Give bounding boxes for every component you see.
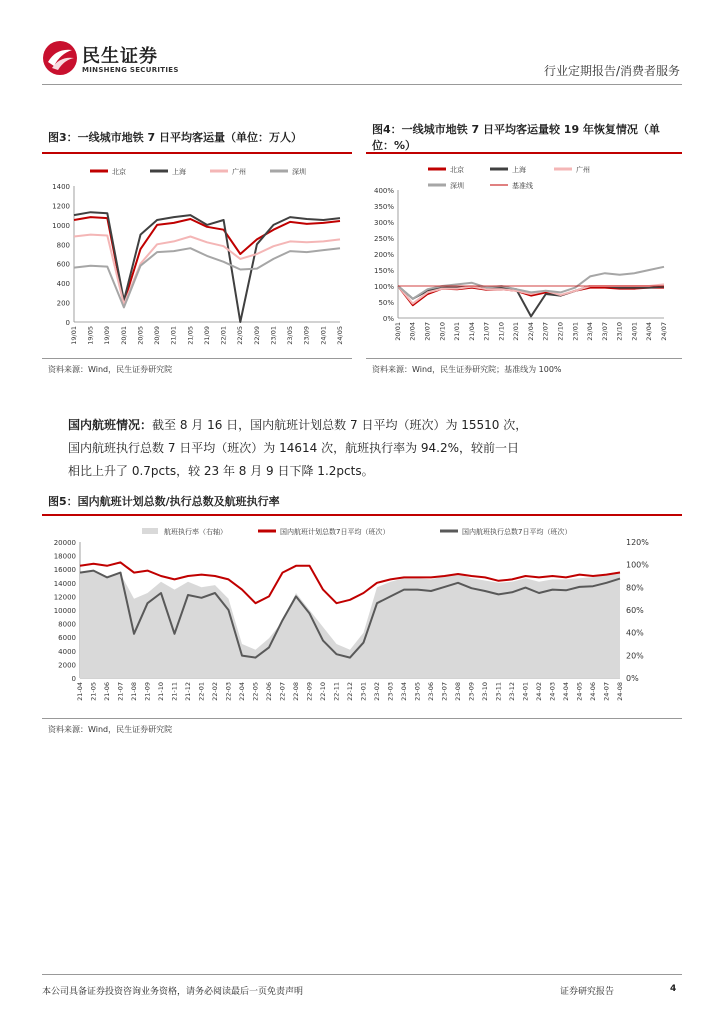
x-tick-label: 23-01 bbox=[359, 682, 368, 701]
y-tick-label: 600 bbox=[56, 260, 70, 269]
x-tick-label: 22-05 bbox=[251, 682, 260, 701]
x-tick-label: 20/05 bbox=[136, 326, 145, 345]
fig4-bottom-rule bbox=[366, 358, 682, 359]
x-tick-label: 24-08 bbox=[615, 682, 624, 701]
fig3-bottom-rule bbox=[42, 358, 352, 359]
y2-tick-label: 120% bbox=[626, 538, 649, 547]
x-tick-label: 20/10 bbox=[438, 322, 447, 341]
brand-name-en: MINSHENG SECURITIES bbox=[82, 66, 179, 74]
x-tick-label: 24/07 bbox=[659, 322, 668, 341]
y-tick-label: 18000 bbox=[53, 552, 76, 561]
y2-tick-label: 100% bbox=[626, 560, 649, 570]
x-tick-label: 21-04 bbox=[75, 682, 84, 701]
fig5-source: 资料来源：Wind，民生证券研究院 bbox=[48, 725, 173, 734]
x-tick-label: 22-03 bbox=[224, 682, 233, 701]
legend-label-1: 国内航班计划总数7日平均（班次） bbox=[280, 528, 390, 536]
y2-tick-label: 0% bbox=[626, 674, 639, 683]
legend-label-2: 广州 bbox=[232, 168, 246, 176]
x-tick-label: 21/05 bbox=[186, 326, 195, 345]
brand-name-cn: 民生证券 bbox=[82, 46, 158, 67]
x-tick-label: 24-01 bbox=[521, 682, 530, 701]
x-tick-label: 23-08 bbox=[453, 682, 462, 701]
x-tick-label: 20/04 bbox=[408, 322, 417, 341]
x-tick-label: 22/05 bbox=[236, 326, 245, 345]
legend-label-3: 深圳 bbox=[292, 168, 306, 176]
y-tick-label: 0 bbox=[65, 319, 70, 327]
fig5-title: 图5：国内航班计划总数/执行总数及航班执行率 bbox=[48, 495, 280, 508]
x-tick-label: 22-11 bbox=[332, 682, 341, 701]
x-tick-label: 21-06 bbox=[102, 682, 111, 701]
x-tick-label: 24/04 bbox=[645, 322, 654, 341]
x-tick-label: 20/07 bbox=[423, 322, 432, 341]
x-tick-label: 19/01 bbox=[69, 326, 78, 345]
x-tick-label: 23-09 bbox=[467, 682, 476, 701]
y-tick-label: 8000 bbox=[58, 620, 76, 629]
x-tick-label: 24/01 bbox=[630, 322, 639, 341]
x-tick-label: 22-06 bbox=[264, 682, 273, 701]
legend-label-1: 上海 bbox=[172, 168, 186, 176]
x-tick-label: 23-07 bbox=[440, 682, 449, 701]
y-tick-label: 800 bbox=[56, 241, 70, 250]
y-tick-label: 0 bbox=[71, 675, 76, 683]
x-tick-label: 22-12 bbox=[345, 682, 354, 701]
x-tick-label: 23/10 bbox=[615, 322, 624, 341]
x-tick-label: 21-08 bbox=[129, 682, 138, 701]
y-tick-label: 350% bbox=[373, 203, 394, 211]
x-tick-label: 23-03 bbox=[386, 682, 395, 701]
x-tick-label: 23-05 bbox=[413, 682, 422, 701]
y2-tick-label: 60% bbox=[626, 606, 644, 615]
y-tick-label: 12000 bbox=[53, 593, 76, 602]
x-tick-label: 22/01 bbox=[512, 322, 521, 341]
fig5-chart bbox=[42, 518, 682, 718]
fig3-source: 资料来源：Wind，民生证券研究院 bbox=[48, 365, 173, 374]
y-tick-label: 1400 bbox=[52, 183, 70, 191]
legend-label-0: 北京 bbox=[450, 166, 464, 174]
y-tick-label: 50% bbox=[378, 299, 394, 307]
footer-rule bbox=[42, 974, 682, 975]
x-tick-label: 20/09 bbox=[153, 326, 162, 345]
y-tick-label: 400 bbox=[56, 280, 70, 289]
x-tick-label: 24-03 bbox=[548, 682, 557, 701]
legend-label-0: 北京 bbox=[112, 168, 126, 176]
x-tick-label: 22/07 bbox=[541, 322, 550, 341]
x-tick-label: 21-11 bbox=[170, 682, 179, 701]
y-tick-label: 14000 bbox=[53, 579, 76, 588]
legend-label-4: 基准线 bbox=[512, 182, 533, 190]
x-tick-label: 19/09 bbox=[103, 326, 112, 345]
x-tick-label: 22/09 bbox=[252, 326, 261, 345]
y-tick-label: 1000 bbox=[52, 221, 70, 230]
y-tick-label: 10000 bbox=[53, 607, 76, 615]
x-tick-label: 22/04 bbox=[526, 322, 535, 341]
x-tick-label: 21/01 bbox=[453, 322, 462, 341]
fig4-chart bbox=[366, 158, 682, 358]
fig3-title: 图3：一线城市地铁 7 日平均客运量（单位：万人） bbox=[48, 131, 302, 144]
y-tick-label: 0% bbox=[382, 315, 394, 323]
x-tick-label: 24/05 bbox=[335, 326, 344, 345]
y-tick-label: 200% bbox=[373, 251, 394, 259]
x-tick-label: 20/01 bbox=[119, 326, 128, 345]
x-tick-label: 23/01 bbox=[269, 326, 278, 345]
x-tick-label: 22-04 bbox=[237, 682, 246, 701]
fig4-title-rule bbox=[366, 152, 682, 154]
x-tick-label: 22-01 bbox=[197, 682, 206, 701]
x-tick-label: 24-04 bbox=[561, 682, 570, 701]
x-tick-label: 21-09 bbox=[143, 682, 152, 701]
x-tick-label: 20/01 bbox=[393, 322, 402, 341]
series-area-0 bbox=[80, 570, 620, 678]
x-tick-label: 21/10 bbox=[497, 322, 506, 341]
x-tick-label: 22/10 bbox=[556, 322, 565, 341]
footer-disclaimer: 本公司具备证券投资咨询业务资格，请务必阅读最后一页免责声明 bbox=[42, 987, 304, 997]
paragraph-body: 截至 8 月 16 日，国内航班计划总数 7 日平均（班次）为 15510 次，国内航班执行总数 7 日平均（班次）为 14614 次，航班执行率为 94.2%，较前一日相比上升了 0.7pcts，较 23 年 8 月 9 日下降 1.2pcts。 bbox=[68, 418, 528, 478]
y-tick-label: 6000 bbox=[58, 634, 76, 643]
y-tick-label: 300% bbox=[373, 219, 394, 227]
x-tick-label: 23/04 bbox=[586, 322, 595, 341]
x-tick-label: 24-02 bbox=[534, 682, 543, 701]
y-tick-label: 100% bbox=[373, 283, 394, 291]
fig5-title-rule bbox=[42, 514, 682, 516]
y-tick-label: 150% bbox=[373, 267, 394, 275]
x-tick-label: 24-05 bbox=[575, 682, 584, 701]
legend-swatch-0 bbox=[142, 528, 158, 534]
x-tick-label: 21/09 bbox=[202, 326, 211, 345]
x-tick-label: 21-07 bbox=[116, 682, 125, 701]
page-number: 4 bbox=[670, 984, 677, 994]
y-tick-label: 250% bbox=[373, 235, 394, 243]
legend-label-0: 航班执行率（右轴） bbox=[164, 528, 227, 536]
x-tick-label: 21/01 bbox=[169, 326, 178, 345]
y-tick-label: 1200 bbox=[52, 202, 70, 211]
legend-label-1: 上海 bbox=[512, 166, 526, 174]
x-tick-label: 23/01 bbox=[571, 322, 580, 341]
x-tick-label: 21-12 bbox=[183, 682, 192, 701]
y-tick-label: 2000 bbox=[58, 661, 76, 670]
series-line-3 bbox=[74, 248, 340, 307]
x-tick-label: 23/05 bbox=[286, 326, 295, 345]
y2-tick-label: 20% bbox=[626, 651, 644, 661]
x-tick-label: 21-05 bbox=[89, 682, 98, 701]
x-tick-label: 21-10 bbox=[156, 682, 165, 701]
x-tick-label: 23-12 bbox=[507, 682, 516, 701]
x-tick-label: 21/07 bbox=[482, 322, 491, 341]
x-tick-label: 22-10 bbox=[318, 682, 327, 701]
brand-logo-mark bbox=[42, 40, 78, 76]
y-tick-label: 20000 bbox=[53, 539, 76, 547]
legend-label-2: 广州 bbox=[576, 166, 590, 174]
x-tick-label: 22-02 bbox=[210, 682, 219, 701]
domestic-flights-paragraph bbox=[68, 414, 528, 483]
x-tick-label: 23-11 bbox=[494, 682, 503, 701]
x-tick-label: 22-07 bbox=[278, 682, 287, 701]
x-tick-label: 22/01 bbox=[219, 326, 228, 345]
header-rule bbox=[42, 84, 682, 85]
y2-tick-label: 40% bbox=[626, 628, 644, 638]
fig3-title-rule bbox=[42, 152, 352, 154]
legend-label-2: 国内航班执行总数7日平均（班次） bbox=[462, 528, 572, 536]
x-tick-label: 24-07 bbox=[602, 682, 611, 701]
x-tick-label: 22-08 bbox=[291, 682, 300, 701]
y-tick-label: 4000 bbox=[58, 647, 76, 656]
legend-label-3: 深圳 bbox=[450, 182, 464, 190]
fig3-chart bbox=[42, 158, 352, 358]
y2-tick-label: 80% bbox=[626, 583, 644, 593]
y-tick-label: 16000 bbox=[53, 566, 76, 575]
y-tick-label: 200 bbox=[56, 299, 70, 308]
report-section: 行业定期报告/消费者服务 bbox=[543, 64, 680, 78]
x-tick-label: 23-04 bbox=[399, 682, 408, 701]
x-tick-label: 23-10 bbox=[480, 682, 489, 701]
x-tick-label: 23/07 bbox=[600, 322, 609, 341]
x-tick-label: 22-09 bbox=[305, 682, 314, 701]
fig4-title: 图4：一线城市地铁 7 日平均客运量较 19 年恢复情况（单位：%） bbox=[372, 123, 660, 152]
x-tick-label: 23-06 bbox=[426, 682, 435, 701]
x-tick-label: 19/05 bbox=[86, 326, 95, 345]
x-tick-label: 24-06 bbox=[588, 682, 597, 701]
y-tick-label: 400% bbox=[373, 187, 394, 195]
x-tick-label: 23/09 bbox=[302, 326, 311, 345]
x-tick-label: 21/04 bbox=[467, 322, 476, 341]
paragraph-lead: 国内航班情况： bbox=[68, 418, 153, 432]
x-tick-label: 24/01 bbox=[319, 326, 328, 345]
fig5-bottom-rule bbox=[42, 718, 682, 719]
x-tick-label: 23-02 bbox=[372, 682, 381, 701]
fig4-source: 资料来源：Wind，民生证券研究院；基准线为 100% bbox=[372, 365, 562, 374]
footer-doc-type: 证券研究报告 bbox=[560, 987, 615, 997]
